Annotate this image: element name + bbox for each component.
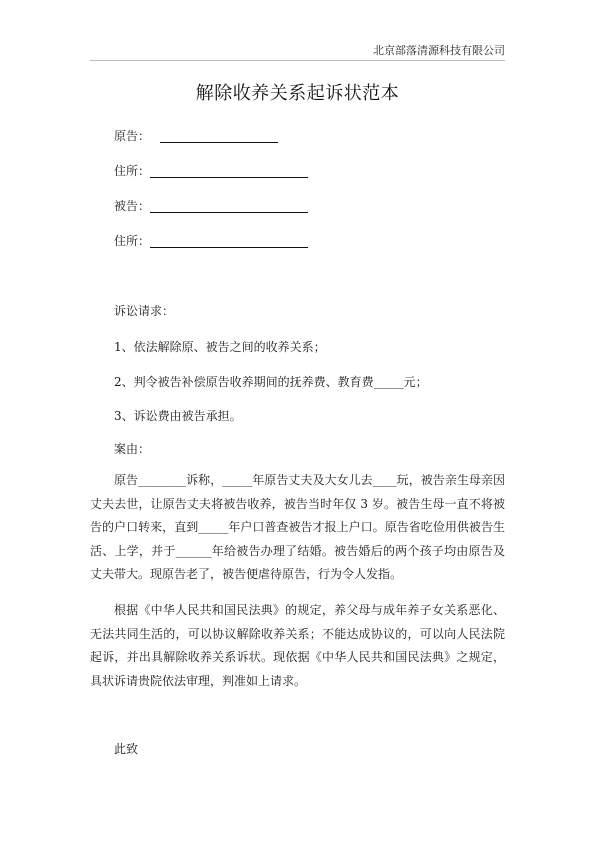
company-header: 北京部落清源科技有限公司 bbox=[373, 44, 505, 57]
plaintiff-field bbox=[114, 129, 278, 143]
defendant-address-field bbox=[114, 234, 308, 248]
case-heading: 案由： bbox=[114, 442, 151, 456]
claims-heading: 诉讼请求： bbox=[114, 304, 175, 318]
plaintiff-address-blank bbox=[150, 165, 308, 178]
claim-item: 2、判令被告补偿原告收养期间的抚养费、教育费_____元； bbox=[114, 375, 428, 389]
defendant-field bbox=[114, 199, 308, 213]
case-facts-paragraph: 原告________诉称，_____年原告丈夫及大女儿去____玩，被告亲生母亲因丈夫去世，让原告丈夫将被告收养，被告当时年仅 3 岁。被告生母一直不将被告的户口转来，直到_____年户口普查被告才报上户口。原告省吃俭用供被告生活、上学，并于______年给被告办理了结婚。被告婚后的两个孩子均由原告及丈夫带大。现原告老了，被告便虐待原告，行为令人发指。 bbox=[90, 473, 505, 581]
legal-basis-paragraph: 根据《中华人民共和国民法典》的规定，养父母与成年养子女关系恶化、无法共同生活的，可以协议解除收养关系；不能达成协议的，可以向人民法院起诉，并出具解除收养关系诉状。现依据《中华人民共和国民法典》之规定，具状诉请贵院依法审理，判准如上请求。 bbox=[90, 603, 505, 688]
defendant-label: 被告： bbox=[114, 199, 151, 213]
claim-item: 1、依法解除原、被告之间的收养关系； bbox=[114, 340, 326, 354]
header-divider bbox=[90, 60, 505, 61]
defendant-address-label: 住所： bbox=[114, 234, 151, 248]
claim-item: 3、诉讼费由被告承担。 bbox=[114, 409, 242, 423]
plaintiff-blank bbox=[160, 130, 278, 143]
plaintiff-label: 原告： bbox=[114, 129, 151, 143]
closing-salutation: 此致 bbox=[114, 742, 139, 756]
document-title: 解除收养关系起诉状范本 bbox=[195, 83, 400, 104]
defendant-address-blank bbox=[150, 235, 308, 248]
plaintiff-address-label: 住所： bbox=[114, 164, 151, 178]
plaintiff-address-field bbox=[114, 164, 308, 178]
defendant-blank bbox=[150, 200, 308, 213]
